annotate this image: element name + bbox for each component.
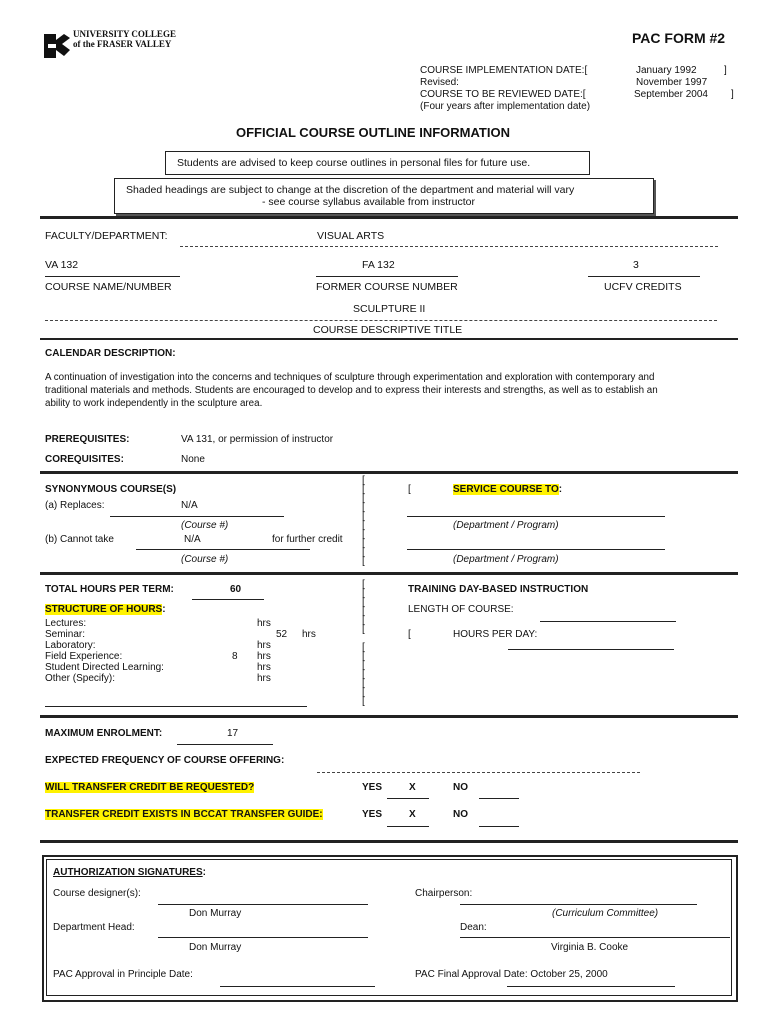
authorization-label xyxy=(53,867,206,878)
revised-value: November 1997 xyxy=(636,77,708,88)
transfer-requested-no: NO xyxy=(453,782,468,793)
other-specify-underline xyxy=(45,706,307,707)
hours-row-label: Lectures: xyxy=(45,618,87,629)
course-hint-2: (Course #) xyxy=(181,554,229,565)
frequency-underline xyxy=(317,772,640,773)
pac-final-approval: PAC Final Approval Date: October 25, 2000 xyxy=(415,969,608,980)
enrolment-label: MAXIMUM ENROLMENT: xyxy=(45,728,163,739)
transfer-requested-yes: YES xyxy=(362,782,383,793)
total-hours-value: 60 xyxy=(230,584,242,595)
course-number: VA 132 xyxy=(45,259,79,271)
former-course-number: FA 132 xyxy=(362,259,395,271)
transfer-exists-yes: YES xyxy=(362,809,383,820)
service-underline-1 xyxy=(407,516,665,517)
coreq-value: None xyxy=(181,454,205,465)
prereq-label: PREREQUISITES: xyxy=(45,434,130,445)
yes-underline-1 xyxy=(387,798,429,799)
dean-label: Dean: xyxy=(460,922,487,933)
service-course-label xyxy=(453,484,562,495)
chair-hint: (Curriculum Committee) xyxy=(552,908,659,919)
replaces-underline xyxy=(110,516,284,517)
transfer-requested-mark: X xyxy=(409,782,416,793)
dept-hint-2: (Department / Program) xyxy=(453,554,559,565)
frequency-label: EXPECTED FREQUENCY OF COURSE OFFERING: xyxy=(45,755,285,766)
pac-approval-line xyxy=(220,986,375,987)
calendar-line-3: ability to work independently in the sculpture area. xyxy=(45,398,263,409)
college-name-line1: UNIVERSITY COLLEGE xyxy=(73,29,176,39)
former-number-underline xyxy=(316,276,458,277)
further-credit-label: for further credit xyxy=(272,534,343,545)
head-signature-line xyxy=(158,937,368,938)
hours-row-value: 52 xyxy=(276,629,288,640)
length-underline xyxy=(540,621,676,622)
head-label: Department Head: xyxy=(53,922,135,933)
coreq-label: COREQUISITES: xyxy=(45,454,124,465)
cannot-take-value: N/A xyxy=(184,534,201,545)
college-name-line2: of the FRASER VALLEY xyxy=(73,39,172,49)
calendar-line-2: traditional materials and methods. Students are encouraged to develop and to express their interests and strengths, as well as to establish an xyxy=(45,385,658,396)
total-hours-label: TOTAL HOURS PER TERM: xyxy=(45,584,174,595)
service-course-colon: : xyxy=(558,484,563,495)
hours-row-label: Field Experience: xyxy=(45,651,123,662)
enrolment-value: 17 xyxy=(227,728,239,739)
hours-row-value: 8 xyxy=(232,651,238,662)
dean-signature-line xyxy=(460,937,730,938)
service-course-text: SERVICE COURSE TO xyxy=(453,484,559,495)
bracket-column-2: [ [ [ [ [ [ [ [ [ [ [ [ [ xyxy=(362,579,365,707)
section-divider xyxy=(40,715,738,718)
hours-row-unit: hrs xyxy=(257,673,271,684)
transfer-exists-mark: X xyxy=(409,809,416,820)
hours-row-unit: hrs xyxy=(257,651,271,662)
faculty-underline xyxy=(180,246,718,247)
section-divider xyxy=(40,840,738,843)
training-label: TRAINING DAY-BASED INSTRUCTION xyxy=(408,584,589,595)
impl-date-close: ] xyxy=(724,65,727,76)
bracket-column: [ [ [ [ [ [ [ [ [ [ xyxy=(362,475,365,567)
transfer-exists-label xyxy=(45,809,323,820)
designer-name: Don Murray xyxy=(189,908,242,919)
replaces-value: N/A xyxy=(181,500,198,511)
course-credits: 3 xyxy=(633,259,639,271)
review-date-value: September 2004 xyxy=(634,89,708,100)
hours-per-day-underline xyxy=(508,649,674,650)
hours-row-label: Laboratory: xyxy=(45,640,96,651)
enrolment-underline xyxy=(177,744,273,745)
course-title: SCULPTURE II xyxy=(353,303,426,315)
notice-text-2b: - see course syllabus available from instructor xyxy=(262,196,476,208)
faculty-value: VISUAL ARTS xyxy=(317,230,385,242)
revised-label: Revised: xyxy=(420,77,459,88)
former-number-label: FORMER COURSE NUMBER xyxy=(316,281,458,293)
calendar-label: CALENDAR DESCRIPTION: xyxy=(45,348,176,359)
no-underline-1 xyxy=(479,798,519,799)
section-divider xyxy=(40,338,738,340)
prereq-value: VA 131, or permission of instructor xyxy=(181,434,334,445)
course-name-label: COURSE NAME/NUMBER xyxy=(45,281,172,293)
authorization-colon: : xyxy=(202,867,206,878)
course-hint-1: (Course #) xyxy=(181,520,229,531)
review-note: (Four years after implementation date) xyxy=(420,101,591,112)
dean-name: Virginia B. Cooke xyxy=(551,942,629,953)
no-underline-2 xyxy=(479,826,519,827)
dept-hint-1: (Department / Program) xyxy=(453,520,559,531)
cannot-take-underline xyxy=(136,549,310,550)
hours-per-day-label: HOURS PER DAY: xyxy=(453,629,538,640)
notice-text-2a: Shaded headings are subject to change at the discretion of the department and material will vary xyxy=(126,184,575,196)
course-title-label: COURSE DESCRIPTIVE TITLE xyxy=(313,324,463,336)
structure-label xyxy=(45,604,166,615)
form-id: PAC FORM #2 xyxy=(632,30,726,46)
transfer-requested-text: WILL TRANSFER CREDIT BE REQUESTED? xyxy=(45,782,255,793)
page-title: OFFICIAL COURSE OUTLINE INFORMATION xyxy=(236,125,510,140)
transfer-exists-text: TRANSFER CREDIT EXISTS IN BCCAT TRANSFER GUIDE: xyxy=(45,809,323,820)
training-bracket: [ xyxy=(408,629,411,640)
hours-row-unit: hrs xyxy=(257,662,271,673)
chair-label: Chairperson: xyxy=(415,888,473,899)
total-hours-underline xyxy=(192,599,264,600)
transfer-exists-no: NO xyxy=(453,809,468,820)
notice-text-1: Students are advised to keep course outlines in personal files for future use. xyxy=(177,157,531,169)
hours-row-label: Student Directed Learning: xyxy=(45,662,164,673)
hours-row-label: Seminar: xyxy=(45,629,86,640)
calendar-line-1: A continuation of investigation into the concerns and techniques of sculpture through experimentation and exploration with contemporary and xyxy=(45,372,655,383)
designer-signature-line xyxy=(158,904,368,905)
replaces-label: (a) Replaces: xyxy=(45,500,105,511)
hours-row-unit: hrs xyxy=(302,629,316,640)
authorization-text: AUTHORIZATION SIGNATURES xyxy=(53,867,203,878)
head-name: Don Murray xyxy=(189,942,242,953)
hours-row-unit: hrs xyxy=(257,618,271,629)
service-underline-2 xyxy=(407,549,665,550)
yes-underline-2 xyxy=(387,826,429,827)
pac-approval-label: PAC Approval in Principle Date: xyxy=(53,969,193,980)
impl-date-label: COURSE IMPLEMENTATION DATE:[ xyxy=(420,65,588,76)
credits-label: UCFV CREDITS xyxy=(604,281,682,293)
length-of-course-label: LENGTH OF COURSE: xyxy=(408,604,514,615)
section-divider xyxy=(40,572,738,575)
hours-row-unit: hrs xyxy=(257,640,271,651)
service-bracket: [ xyxy=(408,484,411,495)
ucfv-logo-icon xyxy=(42,30,72,62)
designer-label: Course designer(s): xyxy=(53,888,141,899)
course-number-underline xyxy=(45,276,180,277)
section-divider xyxy=(40,471,738,474)
synonymous-label: SYNONYMOUS COURSE(S) xyxy=(45,484,177,495)
pac-final-line xyxy=(507,986,675,987)
structure-colon: : xyxy=(162,604,166,615)
faculty-label: FACULTY/DEPARTMENT: xyxy=(45,230,168,242)
structure-text: STRUCTURE OF HOURS xyxy=(45,604,163,615)
review-date-close: ] xyxy=(731,89,734,100)
course-title-underline xyxy=(45,320,717,321)
review-date-label: COURSE TO BE REVIEWED DATE:[ xyxy=(420,89,586,100)
transfer-requested-label xyxy=(45,782,254,793)
chair-signature-line xyxy=(460,904,697,905)
hours-row-label: Other (Specify): xyxy=(45,673,116,684)
section-divider xyxy=(40,216,738,219)
credits-underline xyxy=(588,276,700,277)
impl-date-value: January 1992 xyxy=(636,65,697,76)
cannot-take-label: (b) Cannot take xyxy=(45,534,114,545)
